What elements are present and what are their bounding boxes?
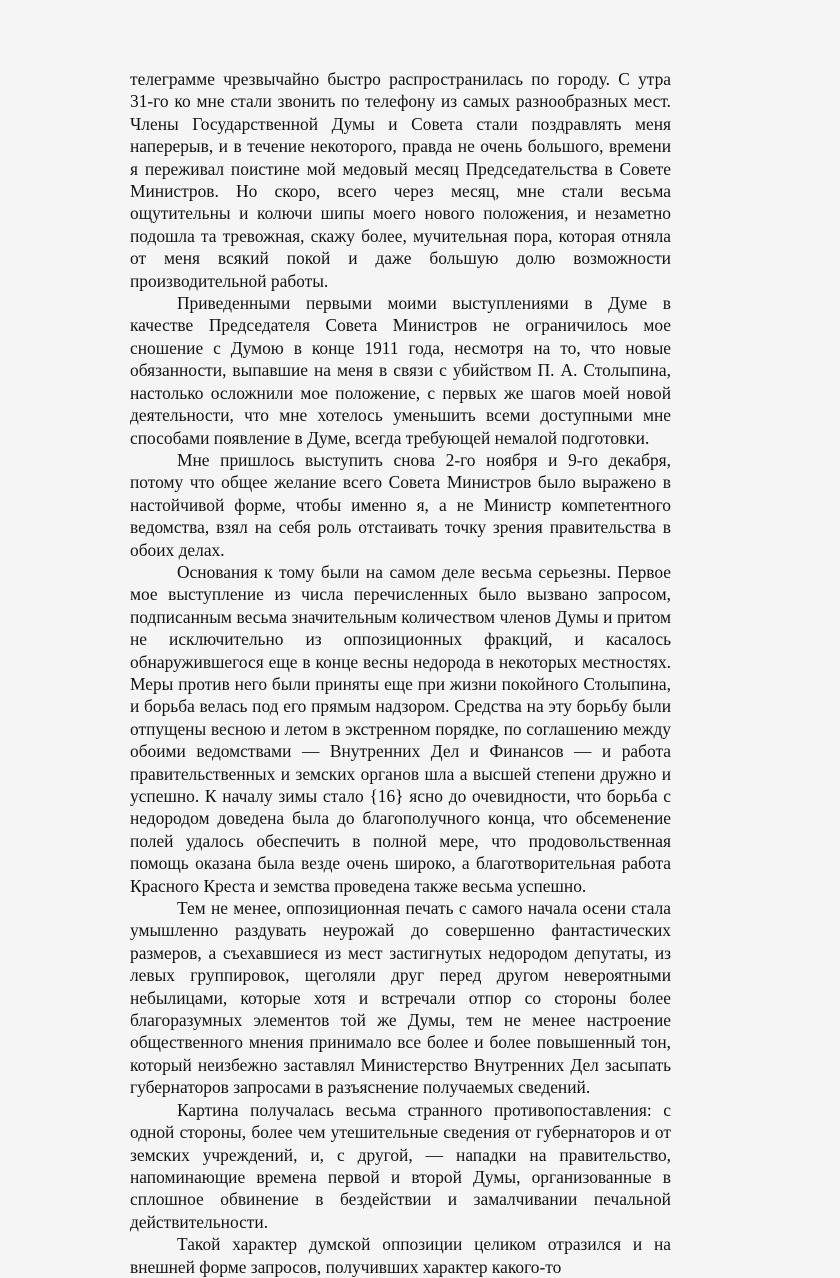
paragraph-3: Мне пришлось выступить снова 2-го ноября и 9-го декабря, потому что общее желание всего Совета Министров было выражено в настойчивой форме, чтобы именно я, а не Министр компетентного ведомства, взял на себя роль отстаивать точку зрения правительства в обоих делах. — [130, 449, 671, 560]
paragraph-4: Основания к тому были на самом деле весьма серьезны. Первое мое выступление из числа перечисленных было вызвано запросом, подписанным весьма значительным количеством членов Думы и притом не исключительно из оппозиционных фракций, и касалось обнаружившегося еще в конце весны недорода в некоторых местностях. Меры против него были приняты еще при жизни покойного Столыпина, и борьба велась под его прямым надзором. Средства на эту борьбу были отпущены весною и летом в экстренном порядке, по соглашению между обоими ведомствами — Внутренних Дел и Финансов — и работа правительственных и земских органов шла а высшей степени дружно и успешно. К началу зимы стало {16} ясно до очевидности, что борьба с недородом доведена была до благополучного конца, что обсеменение полей удалось обеспечить в полной мере, что продовольственная помощь оказана была везде очень широко, а благотворительная работа Красного Креста и земства проведена также весьма успешно. — [130, 561, 671, 896]
paragraph-7: Такой характер думской оппозиции целиком отразился и на внешней форме запросов, получивших характер какого-то — [130, 1234, 671, 1277]
paragraph-1: телеграмме чрезвычайно быстро распространилась по городу. С утра 31-го ко мне стали звонить по телефону из самых разнообразных мест. Члены Государственной Думы и Совета стали поздравлять меня наперерыв, и в течение некоторого, правда не очень большого, времени я переживал поистине мой медовый месяц Председательства в Совете Министров. Но скоро, всего через месяц, мне стали весьма ощутительны и колючи шипы моего нового положения, и незаметно подошла та тревожная, скажу более, мучительная пора, которая отняла от меня всякий покой и даже большую долю возможности производительной работы. — [130, 69, 671, 291]
document-page — [130, 68, 671, 1278]
paragraph-2: Приведенными первыми моими выступлениями в Думе в качестве Председателя Совета Министров не ограничилось мое сношение с Думою в конце 1911 года, несмотря на то, что новые обязанности, выпавшие на меня в связи с убийством П. А. Столыпина, настолько осложнили мое положение, с первых же шагов моей новой деятельности, что мне хотелось уменьшить всеми доступными мне способами появление в Думе, всегда требующей немалой подготовки. — [130, 293, 671, 448]
paragraph-6: Картина получалась весьма странного противопоставления: с одной стороны, более чем утешительные сведения от губернаторов и от земских учреждений, и, с другой, — нападки на правительство, напоминающие времена первой и второй Думы, организованные в сплошное обвинение в бездействии и замалчивании печальной действительности. — [130, 1099, 671, 1232]
paragraph-5: Тем не менее, оппозиционная печать с самого начала осени стала умышленно раздувать неурожай до совершенно фантастических размеров, а съехавшиеся из мест застигнутых недородом депутаты, из левых группировок, щеголяли друг перед другом невероятными небылицами, которые хотя и встречали отпор со стороны более благоразумных элементов той же Думы, тем не менее настроение общественного мнения принимало все более и более повышенный тон, который неизбежно заставлял Министерство Внутренних Дел засыпать губернаторов запросами в разъяснение получаемых сведений. — [130, 898, 671, 1098]
